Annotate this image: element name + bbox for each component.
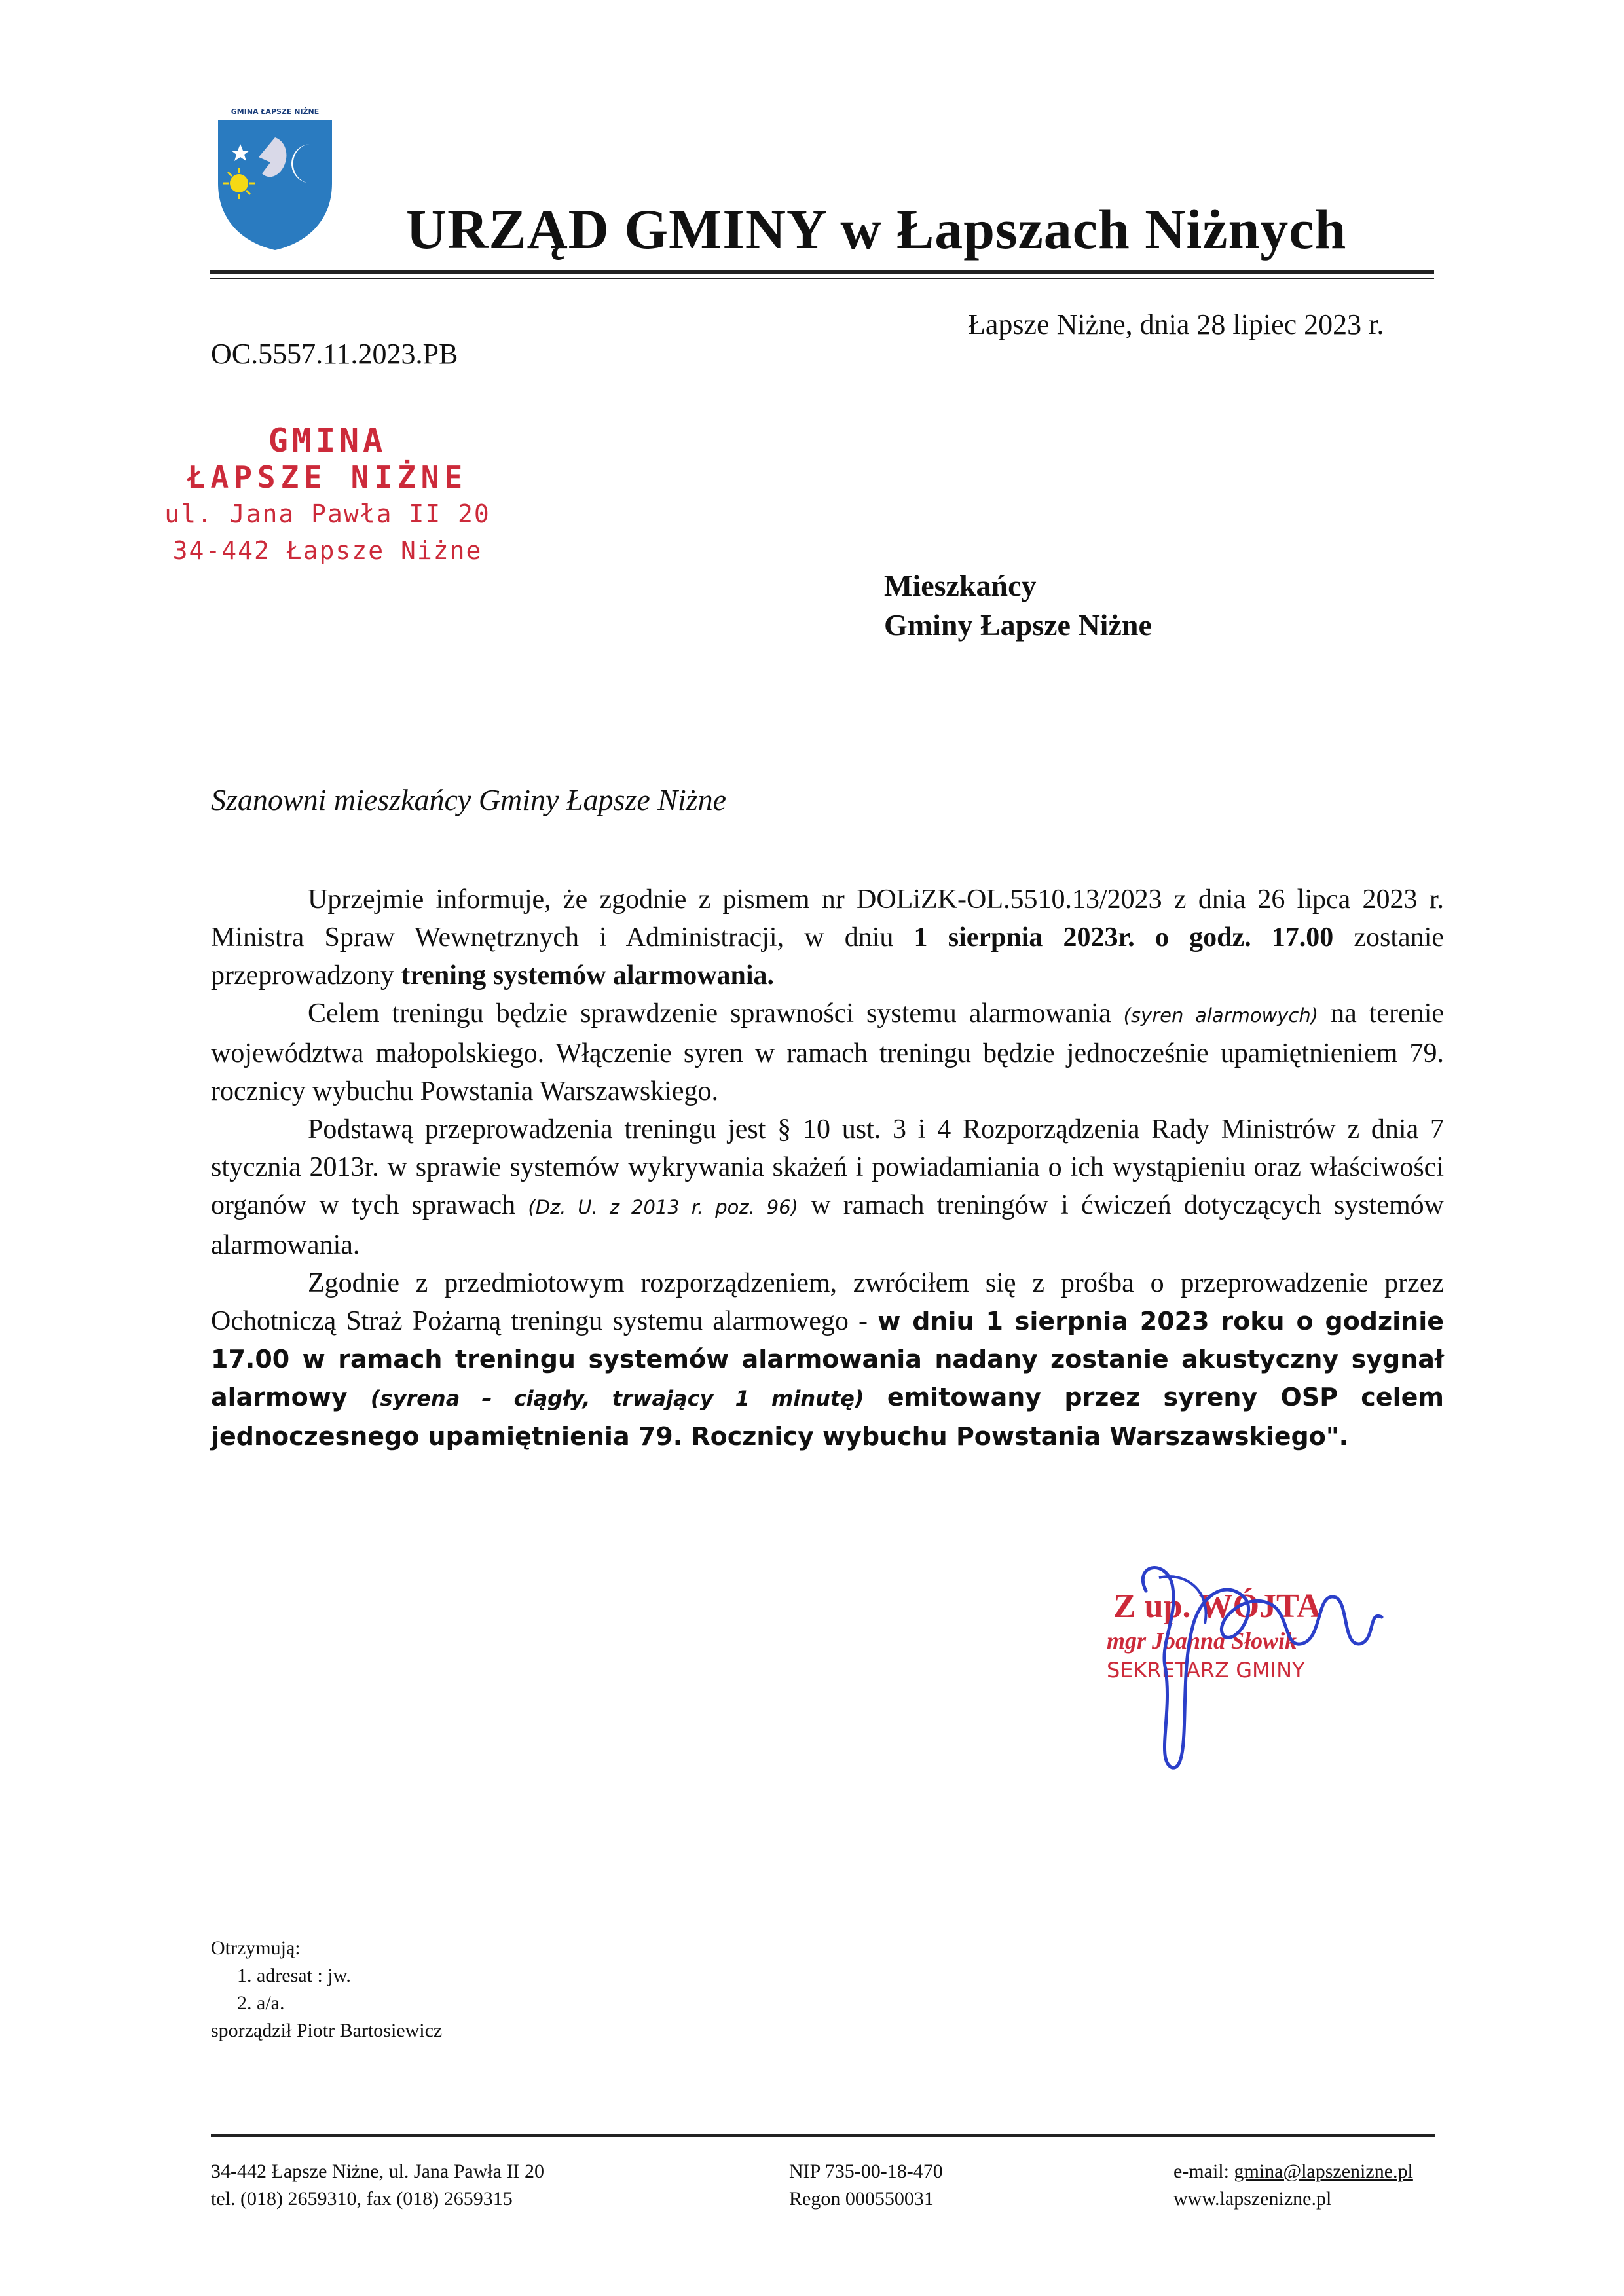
prepared-by: sporządził Piotr Bartosiewicz [211,2020,443,2041]
header-rule-top [210,270,1434,274]
letter-body [211,881,1444,1455]
paragraph-1: Uprzejmie informuje, że zgodnie z pismem nr DOLiZK-OL.5510.13/2023 z dnia 26 lipca 2023 r. Ministra Spraw Wewnętrznych i Administracji, w dniu 1 sierpnia 2023r. o godz. 17.00 zostanie przeprowadzony trening systemów alarmowania. [211,884,1445,991]
footer-registry-block [789,2158,943,2213]
footer-email-link[interactable]: gmina@lapszenizne.pl [1234,2160,1413,2182]
footer-contact-block [1173,2158,1413,2213]
distribution-item: 2. a/a. [257,1990,442,2017]
stamp-line-3: ul. Jana Pawła II 20 [164,500,490,528]
footer-nip: NIP 735-00-18-470 [789,2160,943,2182]
footer-regon: Regon 000550031 [789,2188,934,2210]
crest-lettering: GMINA ŁAPSZE NIŻNE [231,107,320,116]
stamp-line-2: ŁAPSZE NIŻNE [187,460,468,495]
footer-address-block [211,2158,544,2213]
signature-stamp-line-1: Z up. WÓJTA [1113,1588,1321,1625]
distribution-heading: Otrzymują: [211,1937,301,1959]
office-title: URZĄD GMINY w Łapszach Niżnych [406,198,1347,261]
signature-stamp [1094,1552,1395,1787]
distribution-list [211,1935,442,2045]
municipality-stamp [164,422,491,569]
recipient-line-2: Gminy Łapsze Niżne [884,608,1152,642]
distribution-item: 1. adresat : jw. [257,1962,442,1990]
dateline: Łapsze Niżne, dnia 28 lipiec 2023 r. [968,308,1384,340]
paragraph-3: Podstawą przeprowadzenia treningu jest § 10 ust. 3 i 4 Rozporządzenia Rady Ministrów z dnia 7 stycznia 2013r. w sprawie systemów wykrywania skażeń i powiadamiania o ich wystąpieniu oraz właściwości organów w tych sprawach (Dz. U. z 2013 r. poz. 96) w ramach treningów i ćwiczeń dotyczących systemów alarmowania. [211,1114,1444,1260]
stamp-line-4: 34-442 Łapsze Niżne [172,536,483,565]
footer-website[interactable]: www.lapszenizne.pl [1173,2188,1332,2210]
recipient-block [884,566,1152,645]
salutation: Szanowni mieszkańcy Gminy Łapsze Niżne [211,783,727,816]
stamp-line-1: GMINA [268,422,387,460]
coat-of-arms-logo [213,105,337,252]
paragraph-2: Celem treningu będzie sprawdzenie sprawności systemu alarmowania (syren alarmowych) na terenie województwa małopolskiego. Włączenie syren w ramach treningu będzie jednocześnie upamiętnieniem 79. rocznicy wybuchu Powstania Warszawskiego. [211,998,1444,1106]
signature-stamp-line-3: SEKRETARZ GMINY [1107,1658,1305,1683]
footer-address: 34-442 Łapsze Niżne, ul. Jana Pawła II 20 [211,2160,545,2182]
footer-rule [211,2134,1435,2137]
header-rule-bottom [210,278,1434,279]
signature-stamp-line-2: mgr Joanna Słowik [1107,1628,1297,1654]
footer-phones: tel. (018) 2659310, fax (018) 2659315 [211,2188,513,2210]
recipient-line-1: Mieszkańcy [884,569,1037,602]
reference-number: OC.5557.11.2023.PB [211,338,458,370]
footer-email-label: e-mail: [1173,2160,1234,2182]
paragraph-4: Zgodnie z przedmiotowym rozporządzeniem, zwróciłem się z prośba o przeprowadzenie przez Ochotniczą Straż Pożarną treningu systemu alarmowego - w dniu 1 sierpnia 2023 roku o godzinie 17.00 w ramach treningu systemów alarmowania nadany zostanie akustyczny sygnał alarmowy (syrena – ciągły, trwający 1 minutę) emitowany przez syreny OSP celem jednoczesnego upamiętnienia 79. Rocznicy wybuchu Powstania Warszawskiego". [211,1268,1445,1451]
